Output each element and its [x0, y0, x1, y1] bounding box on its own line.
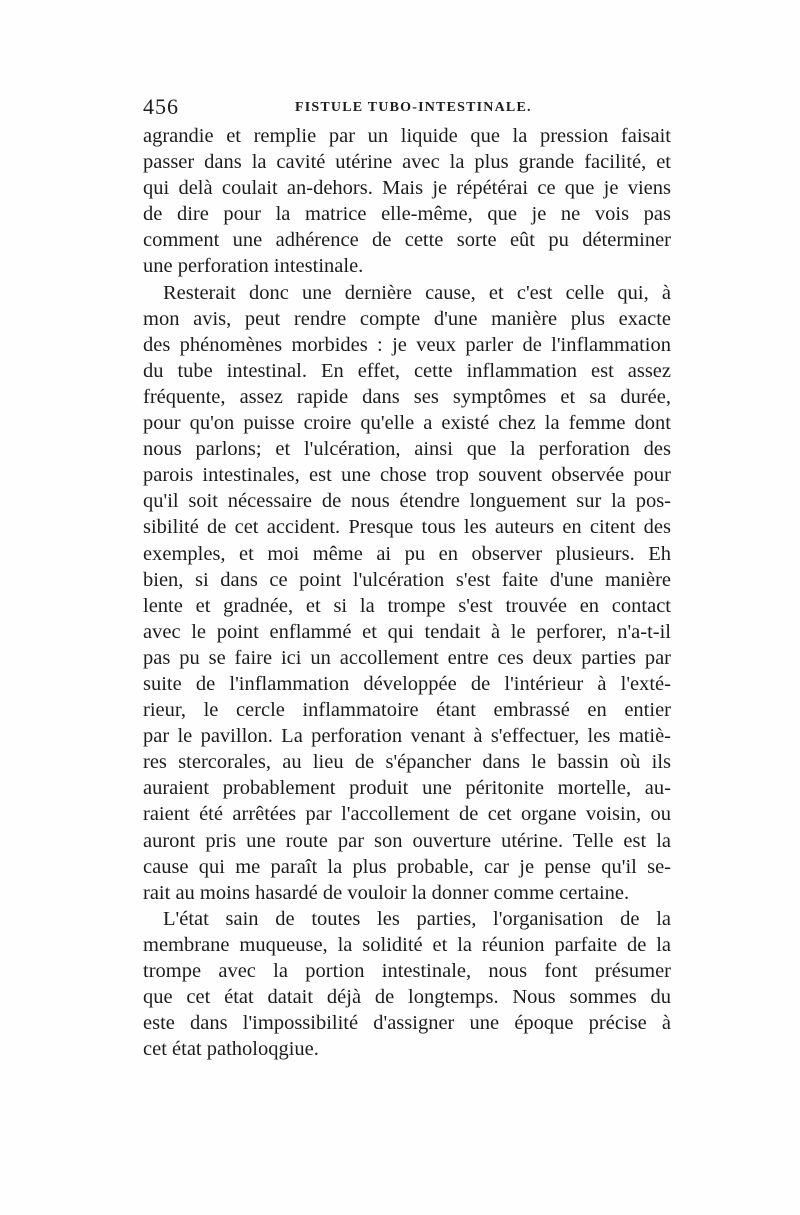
text-line: este dans l'impossibilité d'assigner une époque précise à — [143, 1012, 671, 1035]
text-line: res stercorales, au lieu de s'épancher dans le bassin où ils — [143, 751, 671, 774]
text-line: pour qu'on puisse croire qu'elle a existé chez la femme dont — [143, 412, 671, 435]
page-number: 456 — [143, 94, 179, 119]
text-line: que cet état datait déjà de longtemps. Nous sommes du — [143, 986, 671, 1009]
text-line: auraient probablement produit une péritonite mortelle, au- — [143, 777, 671, 800]
text-line: par le pavillon. La perforation venant à s'effectuer, les matiè- — [143, 725, 671, 748]
paragraph — [143, 280, 671, 906]
text-line: membrane muqueuse, la solidité et la réunion parfaite de la — [143, 933, 671, 956]
text-line: rieur, le cercle inflammatoire étant embrassé en entier — [143, 699, 671, 722]
text-line: raient été arrêtées par l'accollement de cet organe voisin, ou — [143, 803, 671, 826]
running-head — [143, 94, 671, 124]
text-line: mon avis, peut rendre compte d'une manière plus exacte — [143, 307, 671, 330]
text-line: Resterait donc une dernière cause, et c'est celle qui, à — [163, 281, 671, 304]
text-line: auront pris une route par son ouverture utérine. Telle est la — [143, 829, 671, 852]
text-line: exemples, et moi même ai pu en observer plusieurs. Eh — [143, 542, 671, 565]
text-line: fréquente, assez rapide dans ses symptômes et sa durée, — [143, 385, 671, 408]
text-line: de dire pour la matrice elle-même, que je ne vois pas — [143, 203, 671, 226]
text-line: trompe avec la portion intestinale, nous font présumer — [143, 960, 671, 982]
text-line: qui delà coulait an-dehors. Mais je répétérai ce que je viens — [143, 177, 671, 200]
text-line: suite de l'inflammation développée de l'intérieur à l'exté- — [143, 672, 671, 695]
text-line: agrandie et remplie par un liquide que la pression faisait — [143, 125, 671, 147]
text-line: sibilité de cet accident. Presque tous les auteurs en citent des — [143, 516, 671, 539]
text-line: une perforation intestinale. — [143, 255, 364, 278]
text-line: passer dans la cavité utérine avec la plus grande facilité, et — [143, 151, 671, 174]
text-line: des phénomènes morbides : je veux parler de l'inflammation — [143, 333, 671, 356]
body-text — [143, 123, 671, 1062]
text-line: du tube intestinal. En effet, cette inflammation est assez — [143, 359, 671, 382]
text-line: comment une adhérence de cette sorte eût pu déterminer — [143, 229, 671, 252]
text-line: avec le point enflammé et qui tendait à le perforer, n'a-t-il — [143, 620, 671, 643]
text-line: L'état sain de toutes les parties, l'organisation de la — [163, 907, 671, 930]
text-line: qu'il soit nécessaire de nous étendre longuement sur la pos- — [143, 490, 671, 513]
running-title: FISTULE TUBO-INTESTINALE. — [295, 100, 532, 115]
text-line: bien, si dans ce point l'ulcération s'est faite d'une manière — [143, 568, 671, 591]
text-line: cet état patholoqgiue. — [143, 1038, 319, 1061]
paragraph — [143, 123, 671, 280]
text-line: pas pu se faire ici un accollement entre ces deux parties par — [143, 646, 671, 669]
text-line: parois intestinales, est une chose trop souvent observée pour — [143, 464, 671, 487]
text-line: rait au moins hasardé de vouloir la donner comme certaine. — [143, 881, 630, 904]
text-line: lente et gradnée, et si la trompe s'est trouvée en contact — [143, 594, 671, 617]
text-line: nous parlons; et l'ulcération, ainsi que la perforation des — [143, 438, 671, 461]
text-line: cause qui me paraît la plus probable, car je pense qu'il se- — [143, 855, 671, 878]
paragraph — [143, 906, 671, 1063]
